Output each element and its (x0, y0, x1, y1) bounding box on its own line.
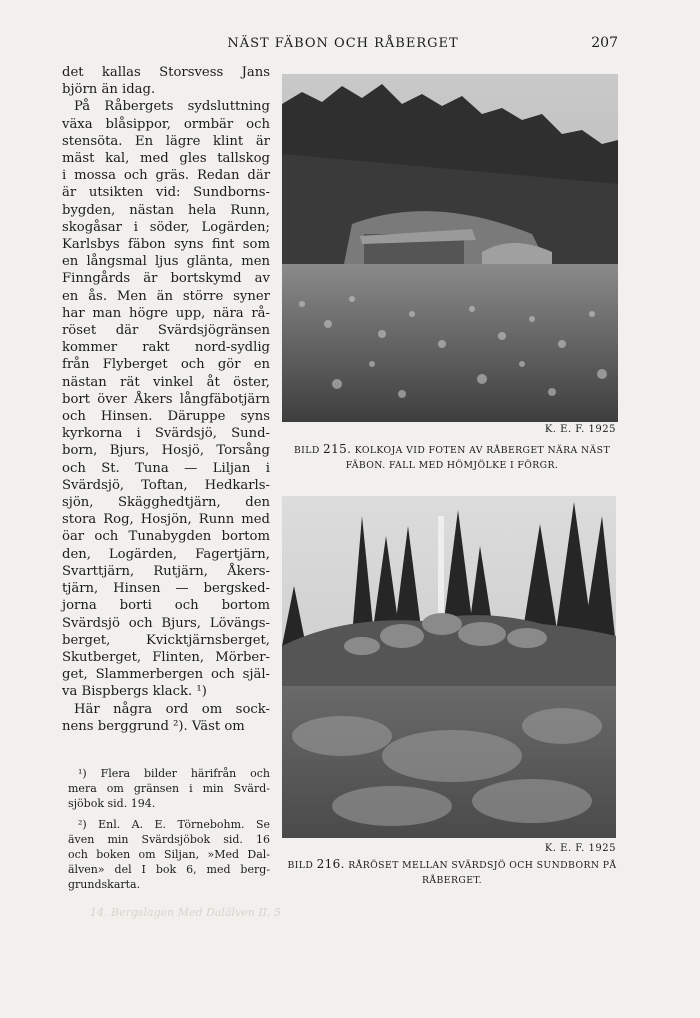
photo-credit-2: K. E. F. 1925 (544, 843, 616, 854)
body-line: Svärdsjö och Bjurs, Lövängs- (62, 615, 270, 631)
body-line: tjärn, Hinsen — bergsked- (62, 581, 270, 597)
caption-bild-215 (284, 442, 620, 473)
body-line: jorna borti och bortom (62, 598, 270, 614)
body-line: har man högre upp, nära rå- (62, 305, 270, 321)
footnote-2 (68, 817, 270, 892)
body-line: kommer rakt nord-sydlig (62, 340, 270, 356)
body-line: röset där Svärdsjögränsen (62, 323, 270, 339)
body-line: nens berggrund ²). Väst om (62, 718, 245, 734)
body-line: sjön, Skägghedtjärn, den (62, 495, 270, 511)
body-line: det kallas Storsvess Jans (62, 65, 270, 80)
body-line: Karlsbys fäbon syns fint som (62, 237, 270, 253)
body-line: bort över Åkers långfäbotjärn (62, 391, 270, 407)
body-line: den, Logärden, Fagertjärn, (62, 546, 270, 562)
photo-boundary-cairn (282, 496, 616, 838)
body-line: skogåsar i söder, Logärden; (62, 219, 270, 235)
body-line: va Bispbergs klack. ¹) (62, 684, 207, 700)
body-line: På Råbergets sydsluttning (74, 99, 270, 115)
body-line: är utsikten vid: Sundborns- (62, 185, 270, 201)
body-line: born, Bjurs, Hosjö, Torsång (62, 443, 270, 459)
page-number: 207 (591, 35, 618, 51)
body-line: Skutberget, Flinten, Mörber- (62, 649, 270, 665)
caption-text-line1: KOLKOJA VID FOTEN AV RÅBERGET NÄRA NÄST (354, 445, 611, 456)
body-line: växa blåsippor, ormbär och (62, 116, 270, 132)
body-line: bygden, nästan hela Runn, (62, 202, 270, 218)
footnote-line: mera om gränsen i min Svärd- (68, 782, 270, 795)
body-line: kyrkorna i Svärdsjö, Sund- (62, 426, 270, 442)
body-line: och Hinsen. Däruppe syns (62, 409, 270, 425)
body-line: i mossa och gräs. Redan där (62, 168, 270, 184)
caption-label: BILD (293, 445, 320, 456)
body-text (62, 64, 270, 735)
body-line: björn än idag. (62, 82, 156, 98)
caption-text-line1: RÅRÖSET MELLAN SVÄRDSJÖ OCH SUNDBORN PÅ (348, 860, 617, 871)
body-line: en ås. Men än större syner (62, 288, 270, 304)
photo-credit-1: K. E. F. 1925 (544, 424, 616, 435)
caption-number: 216. (316, 857, 345, 871)
body-line: nästan rät vinkel åt öster, (62, 374, 270, 390)
body-line: berget, Kvicktjärnsberget, (62, 632, 270, 648)
footnote-line: ²) Enl. A. E. Törnebohm. Se (78, 818, 270, 831)
show-through-text: 14. Bergslagen Med Dalälven II, 5 (90, 906, 282, 919)
running-head: NÄST FÄBON OCH RÅBERGET (227, 36, 459, 51)
body-line: get, Slammerbergen och själ- (62, 667, 270, 683)
body-line: från Flyberget och gör en (62, 357, 270, 373)
footnote-line: sjöbok sid. 194. (68, 797, 156, 810)
body-line: en långsmal ljus glänta, men (62, 254, 270, 270)
body-line: Finngårds är bortskymd av (62, 271, 270, 287)
footnote-line: även min Svärdsjöbok sid. 16 (68, 833, 270, 846)
footnote-line: ¹) Flera bilder härifrån och (78, 767, 270, 780)
body-line: öar och Tunabygden bortom (62, 529, 270, 545)
caption-number: 215. (323, 442, 352, 456)
caption-text-line2: FÄBON. FALL MED HÖMJÖLKE I FÖRGR. (345, 460, 559, 471)
photo-charcoal-hut (282, 74, 618, 422)
footnote-line: och boken om Siljan, »Med Dal- (68, 848, 270, 861)
footnotes (68, 766, 270, 898)
body-line: och St. Tuna — Liljan i (62, 460, 270, 476)
body-line: Svärdsjö, Toftan, Hedkarls- (62, 477, 270, 493)
body-line: stora Rog, Hosjön, Runn med (62, 512, 270, 528)
caption-text-line2: RÅBERGET. (422, 875, 482, 886)
footnote-line: grundskarta. (68, 878, 141, 891)
body-line: mäst kal, med gles tallskog (62, 151, 270, 167)
body-line: Svarttjärn, Rutjärn, Åkers- (62, 563, 270, 579)
caption-bild-216 (284, 857, 620, 888)
footnote-1 (68, 766, 270, 811)
body-line: stensöta. En lägre klint är (62, 133, 270, 149)
caption-label: BILD (287, 860, 314, 871)
body-line: Här några ord om sock- (74, 701, 270, 717)
footnote-line: älven» del I bok 6, med berg- (68, 863, 270, 876)
